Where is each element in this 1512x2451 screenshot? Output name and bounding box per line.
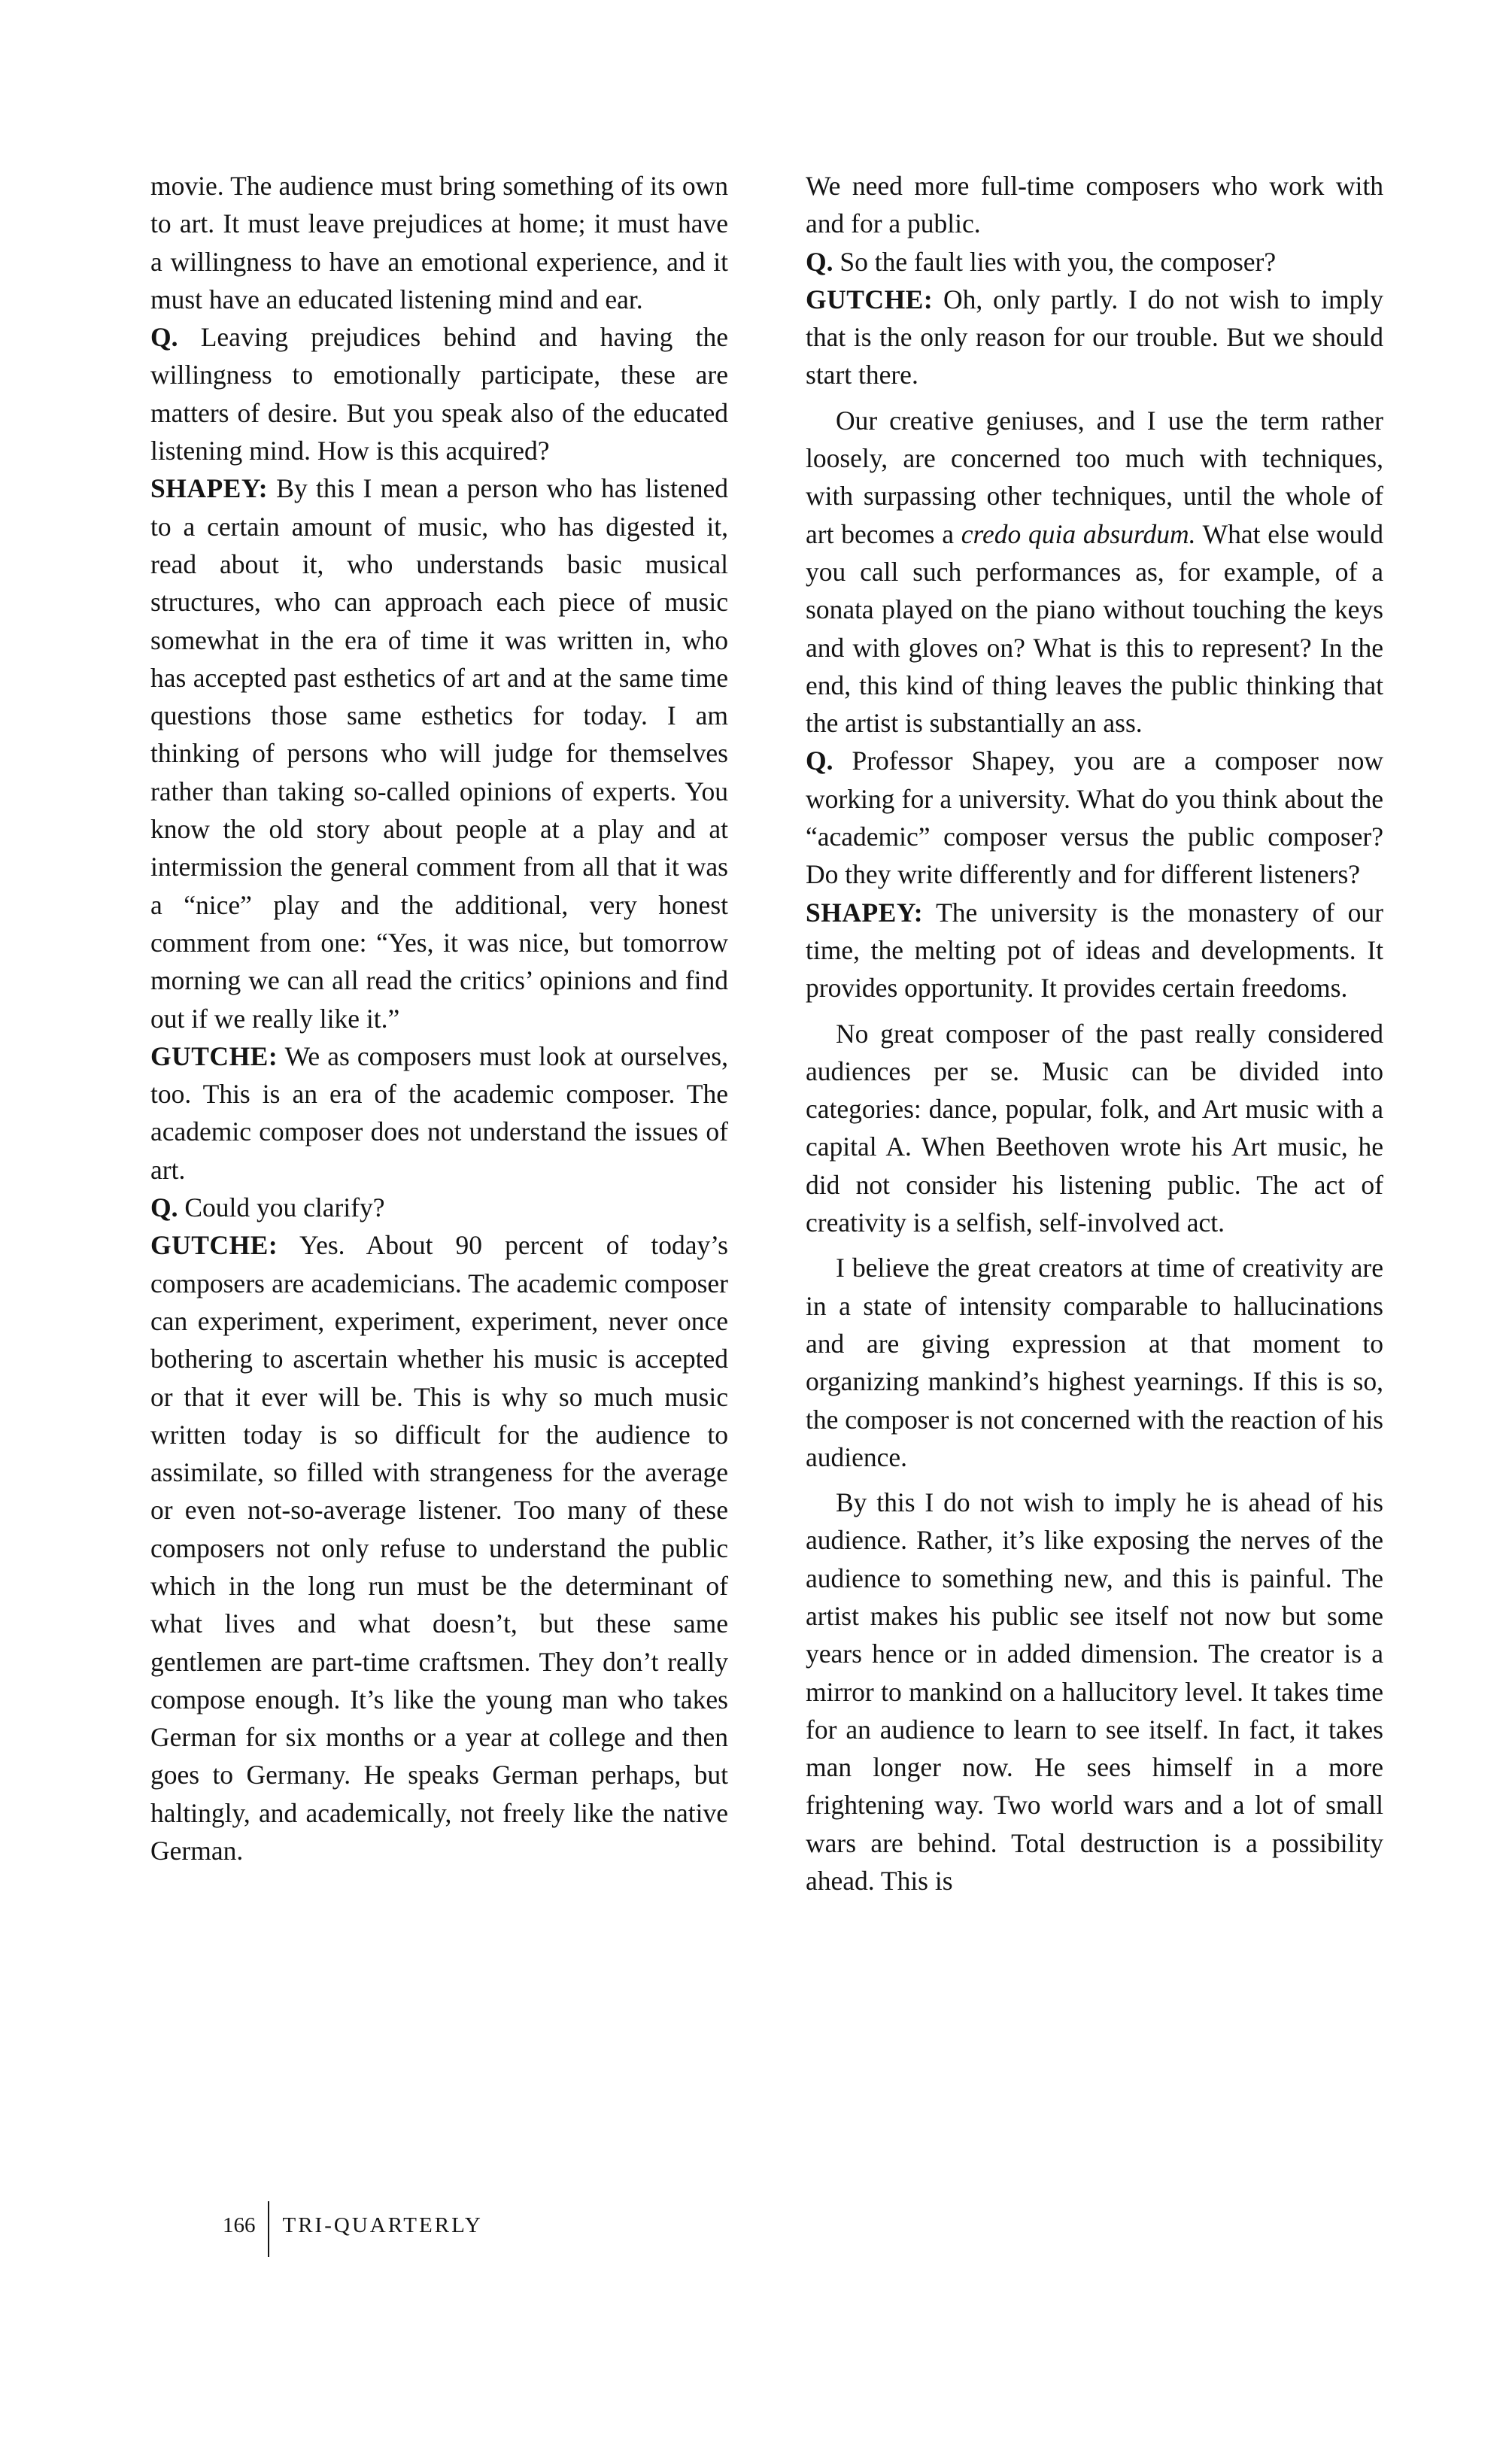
paragraph-text: The university is the monastery of our time, the melting pot of ideas and developments. It provides opportunity. It provides certain freedoms. <box>806 897 1383 1004</box>
paragraph-text: So the fault lies with you, the composer? <box>833 246 1277 277</box>
paragraph-text: Our creative geniuses, and I use the term rather loosely, are concerned too much with techniques, with surpassing other techniques, until the whole of art becomes a <box>806 405 1383 549</box>
paragraph: movie. The audience must bring something of its own to art. It must leave prejudices at home; it must have a willingness to have an emotional experience, and it must have an educated listening mind and ear. <box>150 171 728 314</box>
paragraph-gutche <box>150 1037 728 1189</box>
speaker-label: SHAPEY: <box>806 897 924 928</box>
paragraph-text: Professor Shapey, you are a composer now working for a university. What do you think about the “academic” composer versus the public composer? Do they write differently and for different listeners? <box>806 746 1383 890</box>
paragraph-gutche <box>150 1226 728 1869</box>
paragraph: We need more full-time composers who work with and for a public. <box>806 171 1383 239</box>
paragraph-text: We as composers must look at ourselves, too. This is an era of the academic composer. The academic composer does not understand the issues of art. <box>150 1040 728 1185</box>
page-number: 166 <box>223 2213 256 2237</box>
speaker-label: GUTCHE: <box>806 284 934 314</box>
paragraph <box>806 402 1383 743</box>
speaker-label: GUTCHE: <box>150 1040 278 1071</box>
paragraph-shapey <box>150 469 728 1037</box>
paragraph-shapey <box>806 894 1383 1007</box>
speaker-label: Q. <box>806 746 833 776</box>
paragraph-gutche <box>806 281 1383 394</box>
speaker-label: GUTCHE: <box>150 1230 278 1261</box>
paragraph-text: What else would you call such performances as, for example, of a sonata played on the piano without touching the keys and with gloves on? What is this to represent? In the end, this kind of thing leaves the public thinking that the artist is substantially an ass. <box>806 518 1383 739</box>
journal-title: TRI-QUARTERLY <box>282 2213 483 2237</box>
paragraph-question <box>806 742 1383 893</box>
latin-phrase: credo quia absurdum. <box>961 518 1196 549</box>
paragraph: I believe the great creators at time of creativity are in a state of intensity comparable to hallucinations and are giving expression at that moment to organizing mankind’s highest yearnings. If this is so, the composer is not concerned with the reaction of his audience. <box>806 1253 1383 1472</box>
speaker-label: SHAPEY: <box>150 473 269 504</box>
paragraph-text: Could you clarify? <box>178 1192 385 1223</box>
page-footer <box>223 2201 483 2257</box>
right-column <box>806 167 1383 1900</box>
left-column <box>150 167 728 1869</box>
paragraph-question <box>150 318 728 469</box>
paragraph-question <box>806 243 1383 281</box>
paragraph-text: By this I mean a person who has listened to a certain amount of music, who has digested it, read about it, who understands basic musical structures, who can approach each piece of music somewhat in the era of time it was written in, who has accepted past esthetics of art and at the same time questions those same esthetics for today. I am thinking of persons who will judge for themselves rather than taking so-called opinions of experts. You know the old story about people at a play and at intermission the general comment from all that it was a “nice” play and the additional, very honest comment from one: “Yes, it was nice, but tomorrow morning we can all read the critics’ opinions and find out if we really like it.” <box>150 473 728 1034</box>
paragraph-text: Yes. About 90 percent of today’s composers are academicians. The academic composer can experiment, experiment, experiment, never once bothering to ascertain whether his music is accepted or that it ever will be. This is why so much music written today is so difficult for the audience to assimilate, so filled with strangeness for the average or even not-so-average listener. Too many of these composers not only refuse to understand the public which in the long run must be the determinant of what lives and what doesn’t, but these same gentlemen are part-time craftsmen. They don’t really compose enough. It’s like the young man who takes German for six months or a year at college and then goes to Germany. He speaks German perhaps, but haltingly, and academically, not freely like the native German. <box>150 1230 728 1866</box>
paragraph-text: Oh, only partly. I do not wish to imply that is the only reason for our trouble. But we should start there. <box>806 284 1383 390</box>
speaker-label: Q. <box>150 322 178 353</box>
speaker-label: Q. <box>150 1192 178 1223</box>
speaker-label: Q. <box>806 246 833 277</box>
paragraph: No great composer of the past really considered audiences per se. Music can be divided into categories: dance, popular, folk, and Art music with a capital A. When Beethoven wrote his Art music, he did not consider his listening public. The act of creativity is a selfish, self-involved act. <box>806 1018 1383 1238</box>
paragraph-question <box>150 1189 728 1226</box>
paragraph: By this I do not wish to imply he is ahead of his audience. Rather, it’s like exposing the nerves of the audience to something new, and this is painful. The artist makes his public see itself not now but some years hence or in added dimension. The creator is a mirror to mankind on a hallucitory level. It takes time for an audience to learn to see itself. In fact, it takes man longer now. He sees himself in a more frightening way. Two world wars and a lot of small wars are behind. Total destruction is a possibility ahead. This is <box>806 1487 1383 1897</box>
paragraph-text: Leaving prejudices behind and having the willingness to emotionally participate, these are matters of desire. But you speak also of the educated listening mind. How is this acquired? <box>150 322 728 466</box>
